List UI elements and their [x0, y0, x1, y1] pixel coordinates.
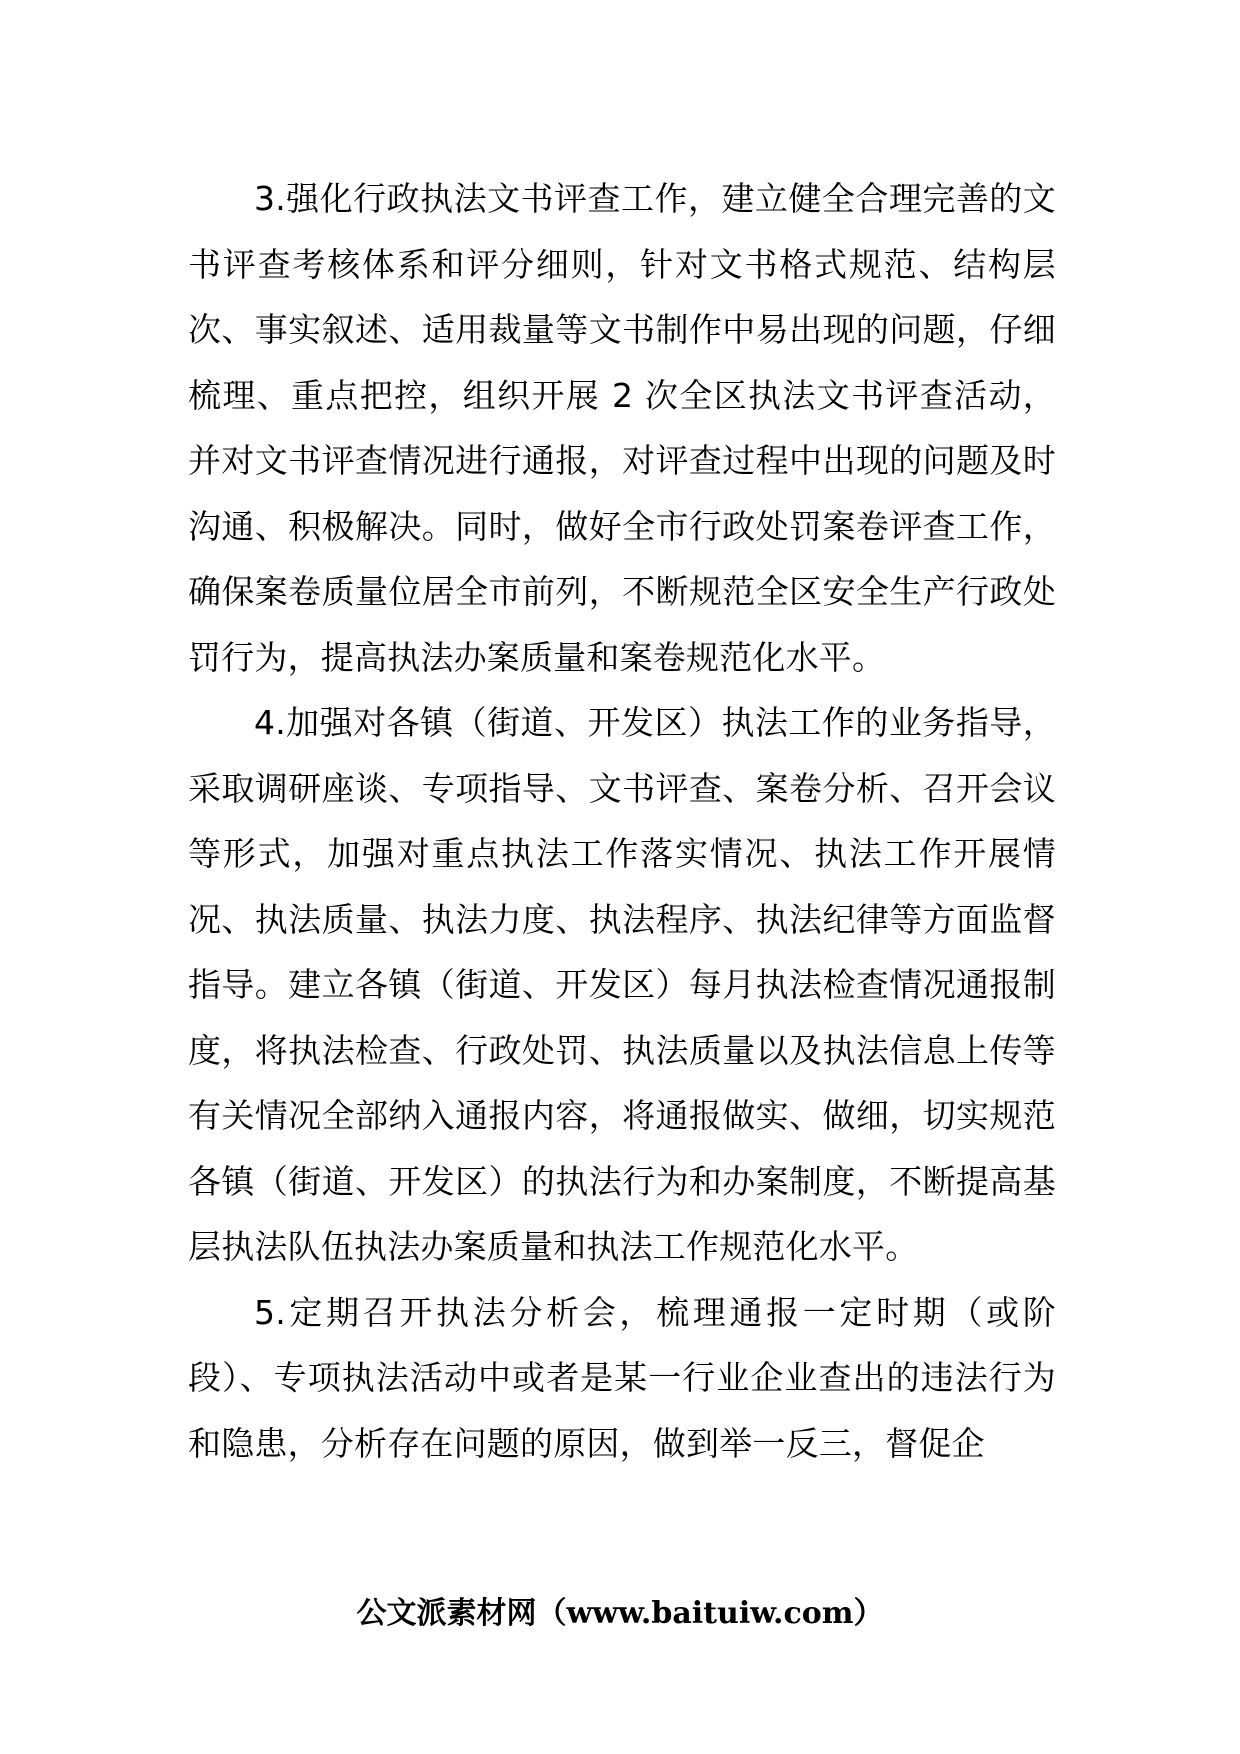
- paragraph-3: 3.强化行政执法文书评查工作，建立健全合理完善的文书评查考核体系和评分细则，针对文书格式规范、结构层次、事实叙述、适用裁量等文书制作中易出现的问题，仔细梳理、重点把控，组织开展 2 次全区执法文书评查活动，并对文书评查情况进行通报，对评查过程中出现的问题及时沟通、积极解决。同时，做好全市行政处罚案卷评查工作，确保案卷质量位居全市前列，不断规范全区安全生产行政处罚行为，提高执法办案质量和案卷规范化水平。: [188, 179, 1056, 677]
- footer-watermark: 公文派素材网（www.baituiw.com）: [356, 1596, 884, 1631]
- paragraph-4: 4.加强对各镇（街道、开发区）执法工作的业务指导，采取调研座谈、专项指导、文书评查、案卷分析、召开会议等形式，加强对重点执法工作落实情况、执法工作开展情况、执法质量、执法力度、执法程序、执法纪律等方面监督指导。建立各镇（街道、开发区）每月执法检查情况通报制度，将执法检查、行政处罚、执法质量以及执法信息上传等有关情况全部纳入通报内容，将通报做实、做细，切实规范各镇（街道、开发区）的执法行为和办案制度，不断提高基层执法队伍执法办案质量和执法工作规范化水平。: [188, 703, 1056, 1266]
- document-body: [188, 166, 1056, 1476]
- paragraph-5: 5.定期召开执法分析会，梳理通报一定时期（或阶段）、专项执法活动中或者是某一行业企业查出的违法行为和隐患，分析存在问题的原因，做到举一反三，督促企: [188, 1292, 1056, 1463]
